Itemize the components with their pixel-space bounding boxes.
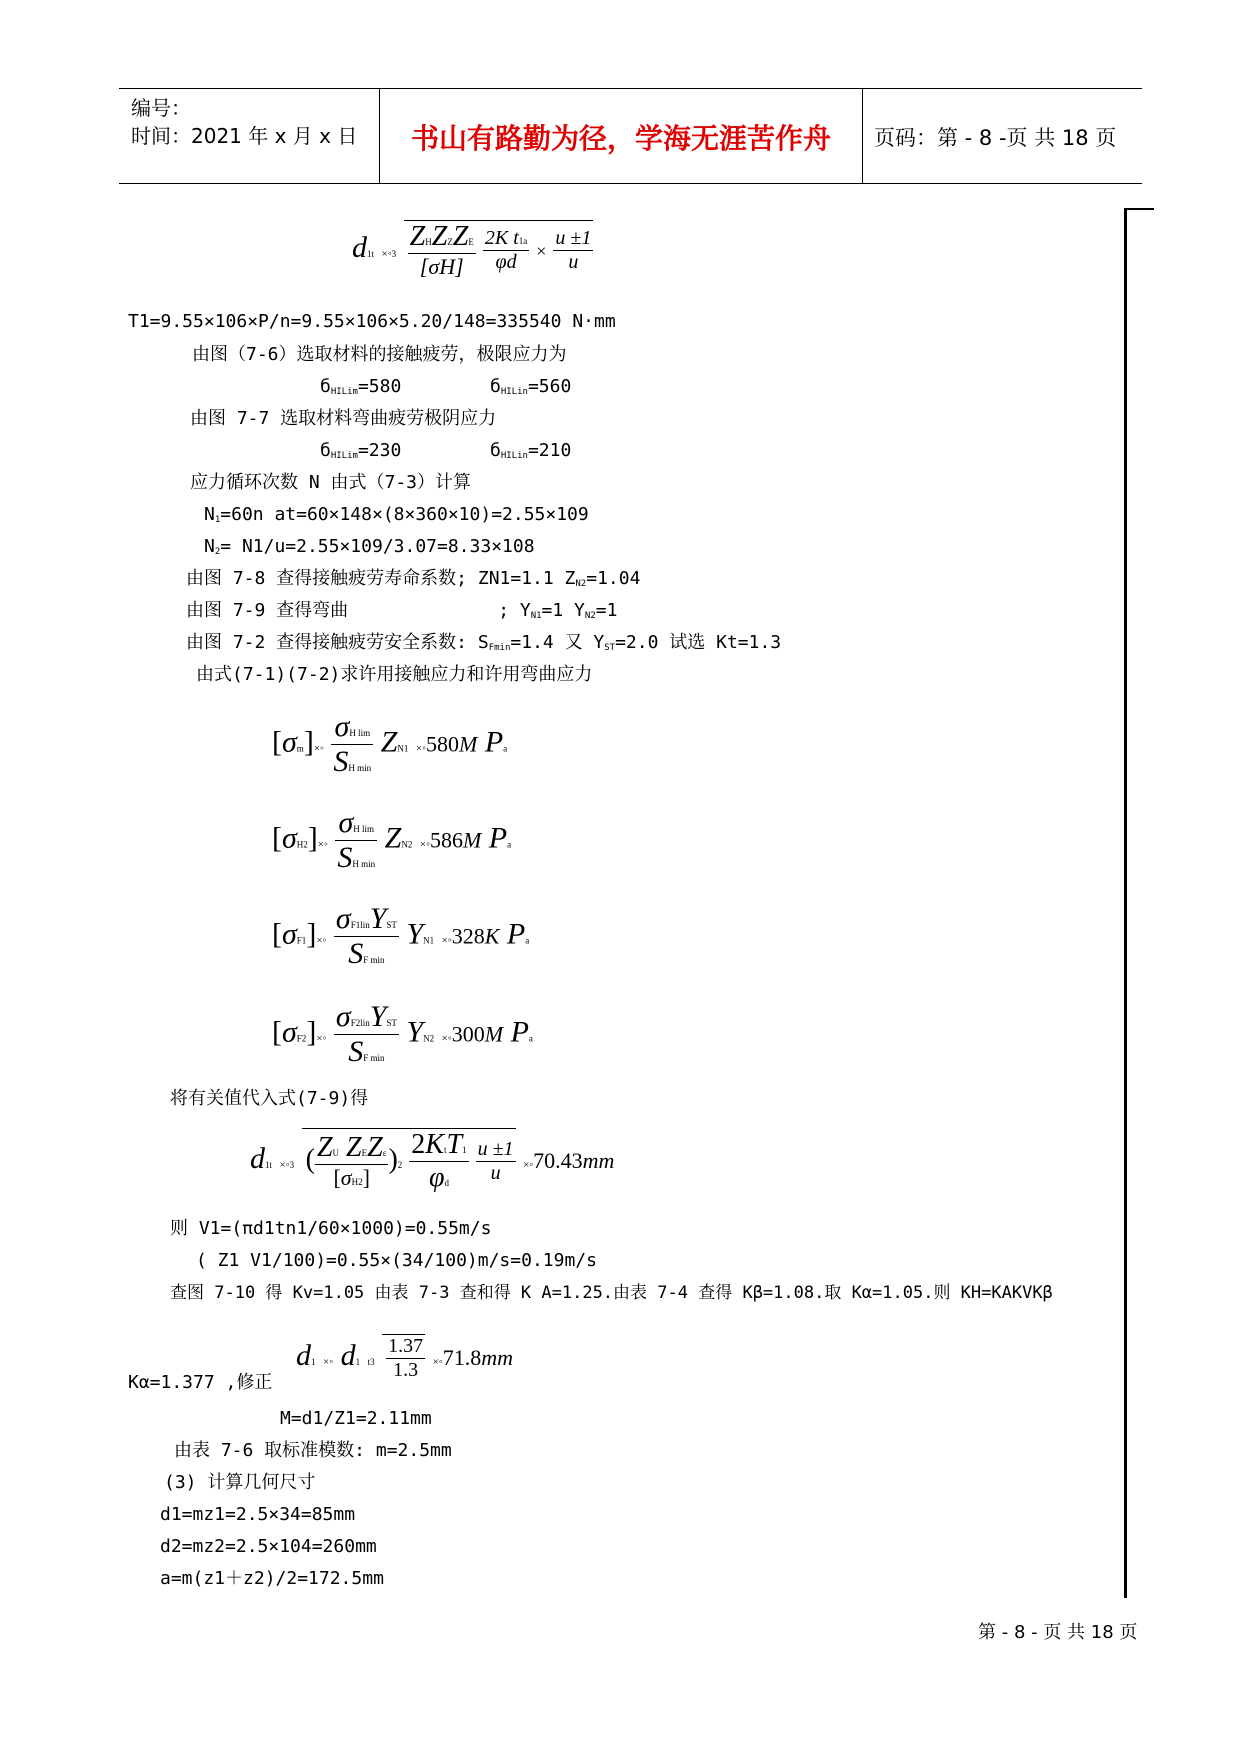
formula-d1t-result: d1t ×◦3 ( $\frac{\text{ZU ZEZε}}{[\sigma H2]}$ )2 $\frac{\text{2KtT1}}{\varphi d}$ $\frac{u \pm 1}{u}$ ×◦70.43mm xyxy=(250,1129,615,1193)
page-header xyxy=(119,88,1142,184)
dimension-d2: d2=mz2=2.5×104=260mm xyxy=(160,1536,377,1557)
load-factor-line: 查图 7-10 得 Kv=1.05 由表 7-3 查和得 K A=1.25.由表 7-4 查得 Kβ=1.08.取 Kα=1.05.则 KH=KAKVKβ xyxy=(170,1283,1053,1303)
margin-bracket xyxy=(1124,208,1127,1598)
dimension-d1: d1=mz1=2.5×34=85mm xyxy=(160,1504,356,1525)
margin-bracket-top xyxy=(1124,208,1154,210)
header-page-number: 页码：第 - 8 -页 共 18 页 xyxy=(874,126,1117,150)
bending-limit-2: $б_{HILin}=210$ xyxy=(490,440,572,461)
document-date: 时间：2021 年 x 月 x 日 xyxy=(131,124,358,148)
cycles-n1: $N_1=60n$ at=60×148×(8×360×10)=2.55×109 xyxy=(204,504,589,525)
stress-limit-1: $б_{HILim}=580$ xyxy=(320,376,402,397)
header-divider xyxy=(862,89,863,183)
formula-d1-corrected: d1 ×◦ d1 t3 $\frac{1.37}{1.3}$ ×◦71.8mm xyxy=(296,1335,514,1381)
center-distance: a=m(z1＋z2)/2=172.5mm xyxy=(160,1568,384,1589)
page-footer: 第 - 8 - 页 共 18 页 xyxy=(978,1622,1138,1643)
safety-factor-line: 由图 7-2 查得接触疲劳安全系数: $S_{Fmin}=1.4$ 又 $Y_{ST}=2.0$ 试选 Kt=1.3 xyxy=(186,632,782,653)
cycles-n2: $N_2= N1/u=2.55\times 109/3.07=8.33\times 108$ xyxy=(204,536,535,557)
header-motto: 书山有路勤为径，学海无涯苦作舟 xyxy=(410,122,831,155)
bending-factor-line: 由图 7-9 查得弯曲 ; $Y_{N1}=1$ $Y_{N2}=1$ xyxy=(186,600,618,621)
text-line: 应力循环次数 N 由式（7-3）计算 xyxy=(190,472,472,493)
module-line: M=d1/Z1=2.11mm xyxy=(280,1408,432,1429)
formula-sigma-h2: [σH2]×◦ $\frac{\text{σH lim}}{\text{SH min}}$ ZN2 ×◦586M Pa xyxy=(272,806,512,874)
text-line: 由图 7-7 选取材料弯曲疲劳极阴应力 xyxy=(190,408,497,429)
life-factor-line: 由图 7-8 查得接触疲劳寿命系数; ZN1=1.1 $Z_{N2}=1.04$ xyxy=(186,568,641,589)
torque-line: T1=9.55×106×P/n=9.55×106×5.20/148=335540 N·mm xyxy=(128,311,616,332)
formula-sigma-m: [σm]×◦ $\frac{\text{σH lim}}{\text{SH min}}$ ZN1 ×◦580M Pa xyxy=(272,710,508,778)
formula-sigma-f2: [σF2]×◦ $\frac{\text{σF2linYST}}{\text{SF min}}$ YN2 ×◦300M Pa xyxy=(272,1000,533,1068)
text-line: 由图（7-6）选取材料的接触疲劳，极限应力为 xyxy=(192,344,567,365)
document-number-label: 编号： xyxy=(131,96,191,120)
formula-d1t: d1t ×◦3 $\frac{\text{ZHZZZE}}{[\sigma H]}$ $\frac{\text{2K t1a}}{\varphi d}$ × $\frac{u \pm 1}{u}$ xyxy=(352,221,592,279)
formula-sigma-f1: [σF1]×◦ $\frac{\text{σF1linYST}}{\text{SF min}}$ YN1 ×◦328K Pa xyxy=(272,902,530,970)
standard-module-line: 由表 7-6 取标准模数: m=2.5mm xyxy=(174,1440,452,1461)
bending-limit-1: $б_{HILim}=230$ xyxy=(320,440,402,461)
text-line: 由式(7-1)(7-2)求许用接触应力和许用弯曲应力 xyxy=(196,664,593,685)
correction-line: Kα=1.377 ,修正 xyxy=(128,1372,273,1393)
section-heading: (3) 计算几何尺寸 xyxy=(164,1472,316,1493)
header-meta xyxy=(131,94,357,150)
velocity-line: 则 V1=(πd1tn1/60×1000)=0.55m/s xyxy=(170,1218,492,1239)
text-line: 将有关值代入式(7-9)得 xyxy=(170,1088,369,1109)
velocity-ratio-line: ( Z1 V1/100)=0.55×(34/100)m/s=0.19m/s xyxy=(196,1250,597,1271)
stress-limit-2: $б_{HILin}=560$ xyxy=(490,376,572,397)
